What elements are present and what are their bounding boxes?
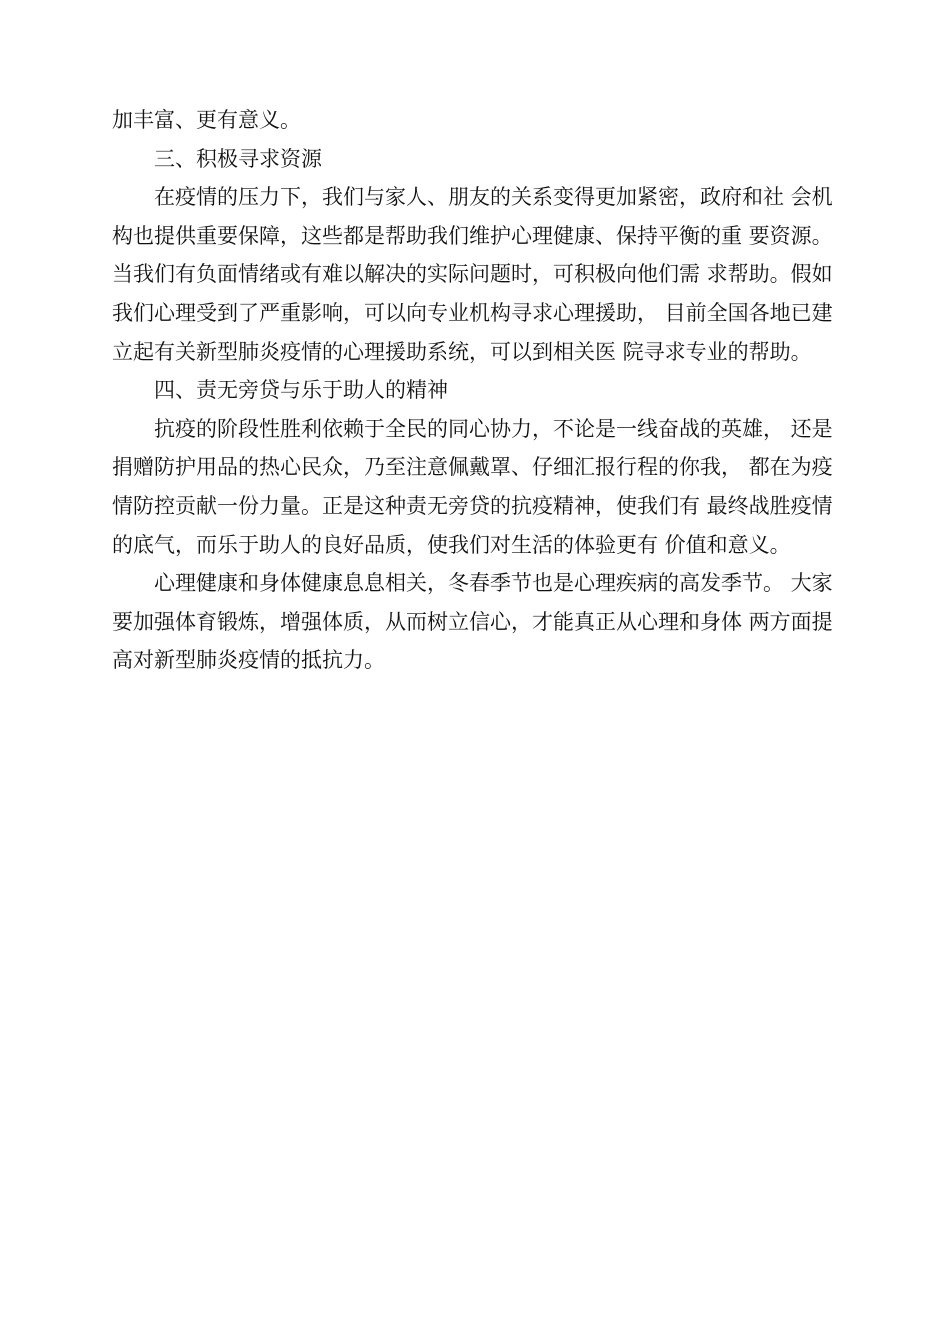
section-heading-4: 四、责无旁贷与乐于助人的精神 (154, 378, 448, 403)
paragraph-line: 我们心理受到了严重影响，可以向专业机构寻求心理援助， 目前全国各地已建 (112, 300, 833, 325)
paragraph-line: 捐赠防护用品的热心民众，乃至注意佩戴罩、仔细汇报行程的你我， 都在为疫 (112, 455, 833, 480)
paragraph-line: 构也提供重要保障，这些都是帮助我们维护心理健康、保持平衡的重 要资源。 (112, 223, 833, 248)
document-body (112, 101, 852, 680)
paragraph-line: 的底气，而乐于助人的良好品质，使我们对生活的体验更有 价值和意义。 (112, 532, 791, 557)
paragraph-line: 心理健康和身体健康息息相关，冬春季节也是心理疾病的高发季节。 大家 (154, 571, 833, 596)
paragraph-line: 抗疫的阶段性胜利依赖于全民的同心协力，不论是一线奋战的英雄， 还是 (154, 416, 833, 441)
paragraph-line: 立起有关新型肺炎疫情的心理援助系统，可以到相关医 院寻求专业的帮助。 (112, 339, 812, 364)
paragraph-continuation-line: 加丰富、更有意义。 (112, 108, 301, 132)
paragraph-line: 情防控贡献一份力量。正是这种责无旁贷的抗疫精神，使我们有 最终战胜疫情 (112, 493, 833, 518)
paragraph-line: 当我们有负面情绪或有难以解决的实际问题时，可积极向他们需 求帮助。假如 (112, 262, 833, 287)
paragraph-line: 要加强体育锻炼，增强体质，从而树立信心，才能真正从心理和身体 两方面提 (112, 609, 833, 634)
paragraph-line: 高对新型肺炎疫情的抵抗力。 (112, 648, 385, 673)
section-heading-3: 三、积极寻求资源 (154, 146, 322, 171)
paragraph-line: 在疫情的压力下，我们与家人、朋友的关系变得更加紧密，政府和社 会机 (154, 185, 833, 210)
